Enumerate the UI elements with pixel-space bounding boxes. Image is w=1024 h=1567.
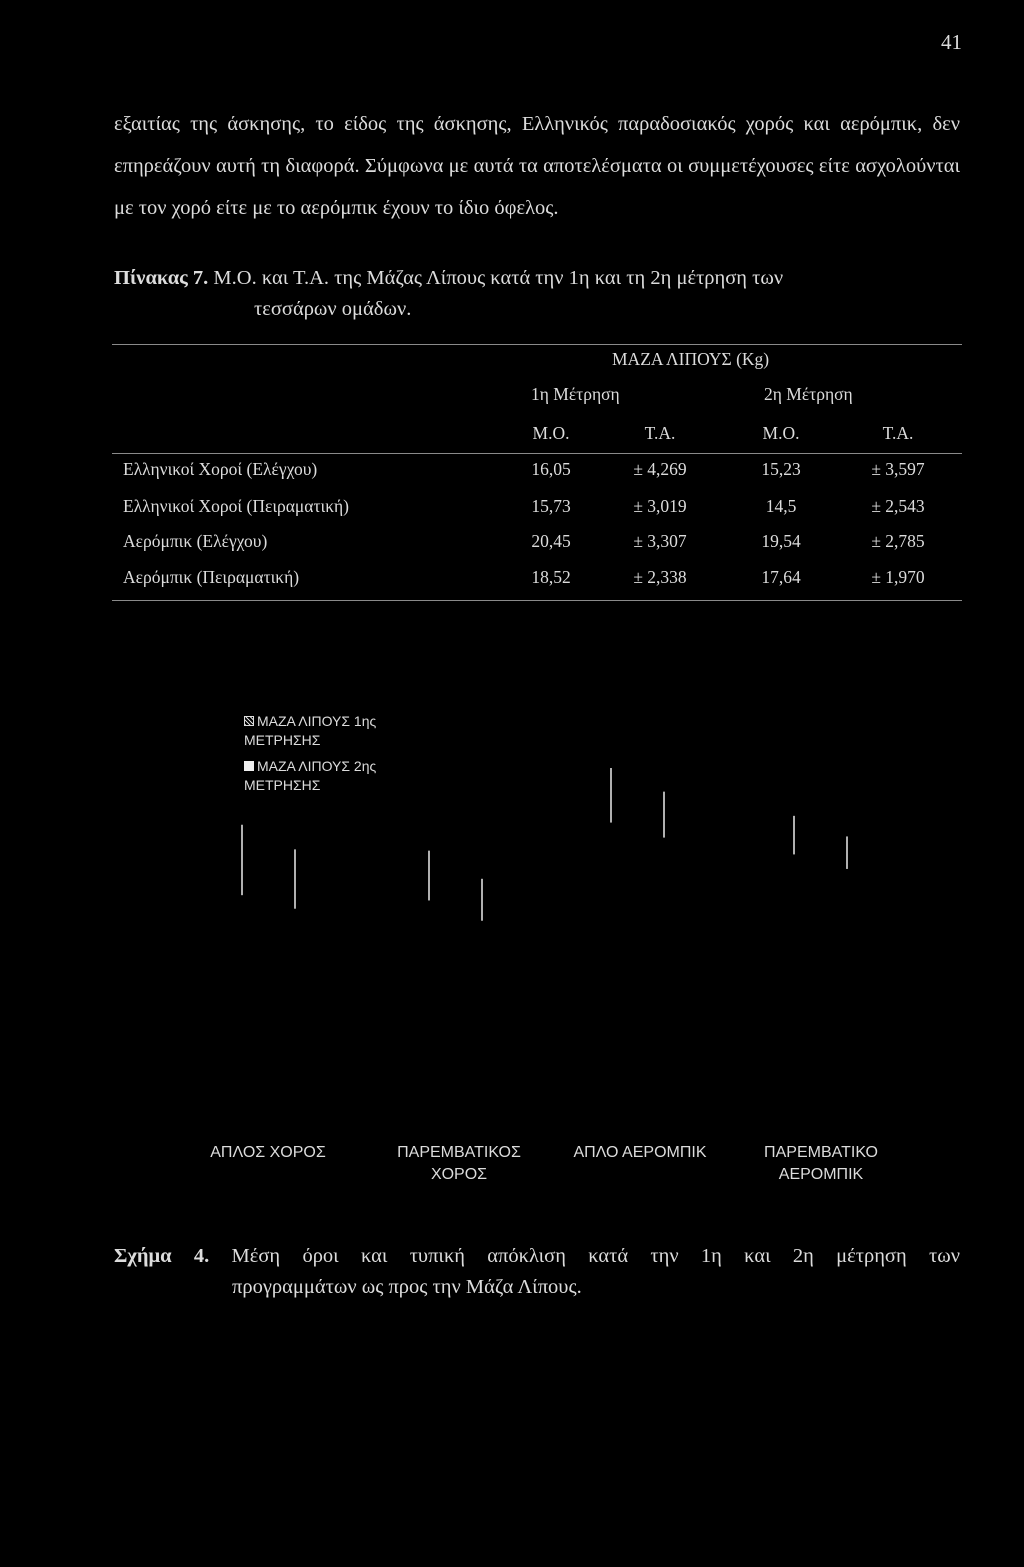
table-cell-sd1: ± 4,269 [633,459,687,479]
table-cell-sd2: ± 3,597 [871,459,925,479]
bar-series-1-cat-1 [220,895,264,1160]
table-caption-line2: τεσσάρων ομάδων. [254,298,412,320]
table-cell-mean1: 16,05 [531,459,571,479]
table-header-sd-1: Τ.Α. [644,423,676,443]
table-row-label: Αερόμπικ (Ελέγχου) [123,531,268,551]
table-cell-sd1: ± 2,338 [633,567,687,587]
bar-series-2-cat-4 [825,869,869,1160]
table-row-label: Ελληνικοί Χοροί (Πειραματική) [123,496,350,516]
body-paragraph: εξαιτίας της άσκησης, το είδος της άσκησης, Ελληνικός παραδοσιακός χορός και αερόμπικ, δεν επηρεάζουν αυτή τη διαφορά. Σύμφωνα με αυτά τα αποτελέσματα οι συμμετέχουσες είτε ασχολούνται με τον χορό είτε με το αερόμπικ έχουν το ίδιο όφελος. [114,113,960,219]
legend-label-series-1-line1: ΜΑΖΑ ΛΙΠΟΥΣ 1ης [257,713,377,729]
category-label [731,1142,911,1186]
table-cell-mean1: 15,73 [531,496,571,516]
category-label [369,1142,549,1186]
legend-label-series-2-line1: ΜΑΖΑ ΛΙΠΟΥΣ 2ης [257,758,377,774]
table-group-header: ΜΑΖΑ ΛΙΠΟΥΣ (Kg) [612,349,770,369]
bar-series-1-cat-3 [589,823,633,1160]
figure-caption-line1 [114,1241,960,1272]
legend-item-series-1 [244,712,434,750]
figure-caption [114,1241,960,1303]
bar-series-1-cat-4 [772,854,816,1160]
chart-plot [100,690,980,1210]
category-label-line: ΧΟΡΟΣ [430,1166,488,1183]
page-number: 41 [941,30,962,54]
table-cell-mean2: 14,5 [765,496,797,516]
table-rule-bottom [112,600,962,601]
bar-series-2-cat-1 [273,909,317,1160]
category-label-line: ΑΕΡΟΜΠΙΚ [778,1166,864,1183]
table-rule-header [112,453,962,454]
table-header-sd-2: Τ.Α. [882,423,914,443]
table-cell-mean2: 17,64 [761,567,801,587]
table-cell-sd1: ± 3,307 [633,531,687,551]
table-header-measurement-1: 1η Μέτρηση [531,384,620,404]
table-cell-sd2: ± 1,970 [871,567,925,587]
table-cell-mean1: 18,52 [531,567,571,587]
chart-legend [244,712,434,802]
figure-caption-text-1: Μέση όροι και τυπική απόκλιση κατά την 1η και 2η μέτρηση των [231,1245,960,1267]
figure-caption-line2: προγραμμάτων ως προς την Μάζα Λίπους. [232,1276,582,1298]
table-caption [114,263,964,325]
table-cell-sd2: ± 2,543 [871,496,925,516]
legend-swatch-hatched [244,716,254,726]
table-cell-mean2: 19,54 [761,531,801,551]
category-label-line: ΑΠΛΟ ΑΕΡΟΜΠΙΚ [573,1144,707,1161]
table-header-mean-2: Μ.Ο. [762,423,800,443]
table-header-measurement-2: 2η Μέτρηση [764,384,853,404]
table-cell-mean2: 15,23 [761,459,801,479]
table-cell-sd2: ± 2,785 [871,531,925,551]
table-cell-sd1: ± 3,019 [633,496,687,516]
table-row-label: Ελληνικοί Χοροί (Ελέγχου) [123,459,318,479]
bar-series-2-cat-3 [642,838,686,1160]
bar-series-1-cat-2 [407,900,451,1160]
table-row-label: Αερόμπικ (Πειραματική) [123,567,300,587]
bar-series-2-cat-2 [460,921,504,1160]
table-caption-line1: Μ.Ο. και Τ.Α. της Μάζας Λίπους κατά την 1η και τη 2η μέτρηση των [213,267,784,289]
figure-caption-label: Σχήμα 4. [114,1245,210,1267]
table-rule-top [112,344,962,345]
category-label [178,1142,358,1164]
legend-label-series-1-line2: ΜΕΤΡΗΣΗΣ [244,732,321,748]
legend-label-series-2-line2: ΜΕΤΡΗΣΗΣ [244,777,321,793]
table-header-mean-1: Μ.Ο. [532,423,570,443]
fat-mass-chart [100,690,980,1210]
category-label [550,1142,730,1164]
category-label-line: ΠΑΡΕΜΒΑΤΙΚΟΣ [397,1144,521,1161]
category-label-line: ΑΠΛΟΣ ΧΟΡΟΣ [210,1144,326,1161]
legend-swatch-solid [244,761,254,771]
legend-item-series-2 [244,757,434,795]
table-cell-mean1: 20,45 [531,531,571,551]
category-label-line: ΠΑΡΕΜΒΑΤΙΚΟ [764,1144,878,1161]
table-caption-label: Πίνακας 7. [114,267,209,289]
